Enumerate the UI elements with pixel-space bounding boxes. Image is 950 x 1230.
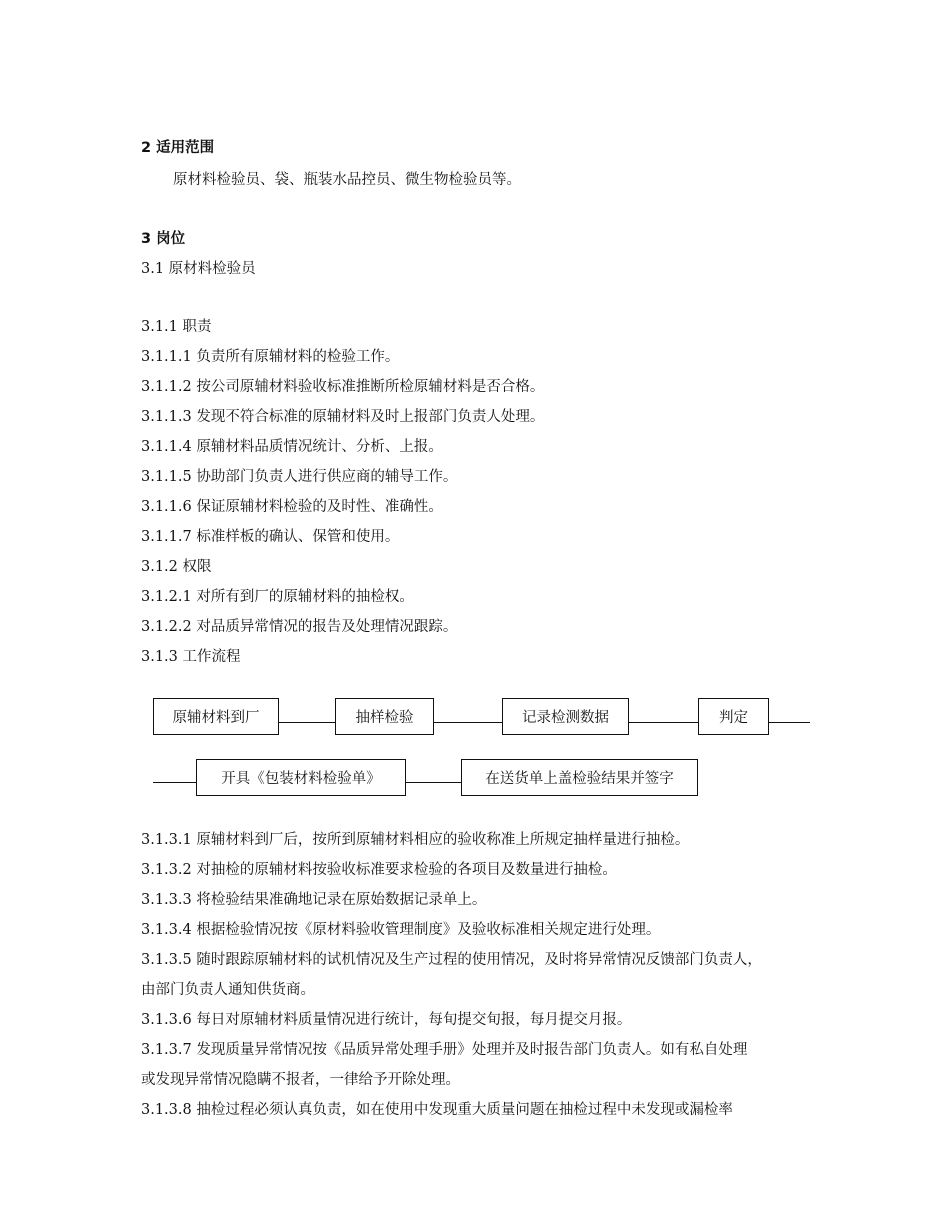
authority-heading: 3.1.2 权限 <box>141 559 212 575</box>
flow-connector <box>279 722 335 723</box>
flow-connector <box>629 722 698 723</box>
flow-step-judge: 判定 <box>698 698 769 735</box>
duty-item: 3.1.1.2 按公司原辅材料验收标准推断所检原辅材料是否合格。 <box>141 379 545 395</box>
flow-step-sampling: 抽样检验 <box>335 698 434 735</box>
duty-item: 3.1.1.5 协助部门负责人进行供应商的辅导工作。 <box>141 469 458 485</box>
workflow-step: 3.1.3.4 根据检验情况按《原材料验收管理制度》及验收标准相关规定进行处理。 <box>141 922 661 938</box>
flow-connector <box>406 782 461 783</box>
duty-item: 3.1.1.1 负责所有原辅材料的检验工作。 <box>141 349 400 365</box>
flow-step-issue-inspection-sheet: 开具《包装材料检验单》 <box>196 759 406 796</box>
duties-heading: 3.1.1 职责 <box>141 319 212 335</box>
authority-item: 3.1.2.2 对品质异常情况的报告及处理情况跟踪。 <box>141 619 458 635</box>
flow-step-stamp-delivery-note: 在送货单上盖检验结果并签字 <box>461 759 698 796</box>
duty-item: 3.1.1.7 标准样板的确认、保管和使用。 <box>141 529 400 545</box>
workflow-step: 3.1.3.3 将检验结果准确地记录在原始数据记录单上。 <box>141 892 487 908</box>
workflow-step: 3.1.3.2 对抽检的原辅材料按验收标准要求检验的各项目及数量进行抽检。 <box>141 862 617 878</box>
flow-step-materials-arrive: 原辅材料到厂 <box>153 698 279 735</box>
workflow-heading: 3.1.3 工作流程 <box>141 649 241 665</box>
workflow-step: 3.1.3.8 抽检过程必须认真负责，如在使用中发现重大质量问题在抽检过程中未发现或漏检率 <box>141 1102 733 1118</box>
section-3-1-title: 3.1 原材料检验员 <box>141 261 256 277</box>
duty-item: 3.1.1.3 发现不符合标准的原辅材料及时上报部门负责人处理。 <box>141 409 545 425</box>
flow-connector <box>769 722 810 723</box>
flow-connector <box>434 722 502 723</box>
workflow-step: 3.1.3.6 每日对原辅材料质量情况进行统计，每旬提交旬报，每月提交月报。 <box>141 1012 632 1028</box>
duty-item: 3.1.1.6 保证原辅材料检验的及时性、准确性。 <box>141 499 443 515</box>
workflow-step-continued: 由部门负责人通知供货商。 <box>141 982 315 998</box>
authority-item: 3.1.2.1 对所有到厂的原辅材料的抽检权。 <box>141 589 414 605</box>
workflow-step: 3.1.3.7 发现质量异常情况按《品质异常处理手册》处理并及时报告部门负责人。如有私自处理 <box>141 1042 748 1058</box>
flow-connector <box>153 782 196 783</box>
workflow-step: 3.1.3.5 随时跟踪原辅材料的试机情况及生产过程的使用情况，及时将异常情况反馈部门负责人， <box>141 952 762 968</box>
section-2-heading: 2 适用范围 <box>141 140 215 156</box>
flow-step-record-data: 记录检测数据 <box>502 698 629 735</box>
section-3-heading: 3 岗位 <box>141 231 186 247</box>
workflow-step-continued: 或发现异常情况隐瞒不报者，一律给予开除处理。 <box>141 1072 460 1088</box>
section-2-body: 原材料检验员、袋、瓶装水品控员、微生物检验员等。 <box>173 172 521 188</box>
duty-item: 3.1.1.4 原辅材料品质情况统计、分析、上报。 <box>141 439 443 455</box>
workflow-step: 3.1.3.1 原辅材料到厂后，按所到原辅材料相应的验收称准上所规定抽样量进行抽检。 <box>141 832 690 848</box>
